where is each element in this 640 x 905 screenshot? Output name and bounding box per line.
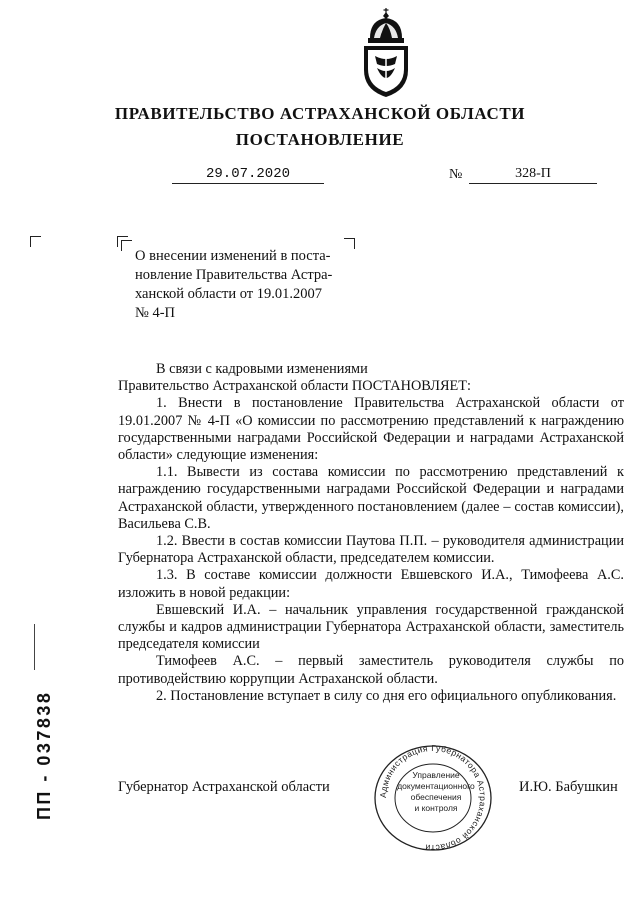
subject-corner-left-inner <box>121 240 132 251</box>
stamp-line: Управление <box>412 770 460 780</box>
subject-corner-right <box>344 238 355 249</box>
stamp-line: обеспечения <box>410 792 462 802</box>
document-body <box>118 361 624 705</box>
intro-line-decree: Правительство Астраханской области ПОСТАНОВЛЯЕТ: <box>118 378 471 395</box>
subject-line: О внесении изменений в поста- <box>135 248 331 264</box>
signatory-name: И.Ю. Бабушкин <box>519 779 618 795</box>
form-serial-number: ПП - 037838 <box>34 690 54 820</box>
item-1-1: 1.1. Вывести из состава комиссии по рассмотрению представлений к награждению государственными наградами Российской Федерации и наградами Астраханской области, утвержденного постановлением (далее – состав комиссии), Васильева С.В. <box>118 464 624 532</box>
signatory-title: Губернатор Астраханской области <box>118 779 330 795</box>
item-1-2: 1.2. Ввести в состав комиссии Паутова П.П. – руководителя администрации Губернатора Астраханской области, председателем комиссии. <box>118 533 624 567</box>
item-1: 1. Внести в постановление Правительства Астраханской области от 19.01.2007 № 4-П «О комиссии по рассмотрению представлений к награждению государственными наградами Российской Федерации и наградами Астраханской области» следующие изменения: <box>118 395 624 464</box>
document-subject <box>135 247 345 323</box>
subject-line: новление Правительства Астра- <box>135 267 333 283</box>
organization-name: ПРАВИТЕЛЬСТВО АСТРАХАНСКОЙ ОБЛАСТИ <box>114 104 526 123</box>
subject-line: № 4-П <box>135 305 176 321</box>
item-2: 2. Постановление вступает в силу со дня его официального опубликования. <box>156 687 617 704</box>
intro-line: В связи с кадровыми изменениями <box>156 361 368 377</box>
margin-corner-mark <box>30 236 41 247</box>
margin-rule <box>34 624 35 670</box>
stamp-line: документационного <box>397 781 475 791</box>
document-number: 328-П <box>469 166 597 184</box>
document-type: ПОСТАНОВЛЕНИЕ <box>235 130 405 149</box>
document-date: 29.07.2020 <box>172 166 324 184</box>
item-1-3: 1.3. В составе комиссии должности Евшевского И.А., Тимофеева А.С. изложить в новой редакции: <box>118 567 624 601</box>
stamp-inner-text <box>394 770 478 814</box>
member-timofeev: Тимофеев А.С. – первый заместитель руководителя службы по противодействию коррупции Астраханской области. <box>118 653 624 687</box>
stamp-ring-text: Администрация Губернатора Астраханской области <box>377 742 489 854</box>
number-sign: № <box>449 167 463 182</box>
stamp-line: и контроля <box>414 803 458 813</box>
coat-of-arms-emblem <box>356 8 416 100</box>
member-evshevsky: Евшевский И.А. – начальник управления государственной гражданской службы и кадров администрации Губернатора Астраханской области, заместитель председателя комиссии <box>118 601 624 653</box>
subject-line: ханской области от 19.01.2007 <box>135 286 322 302</box>
